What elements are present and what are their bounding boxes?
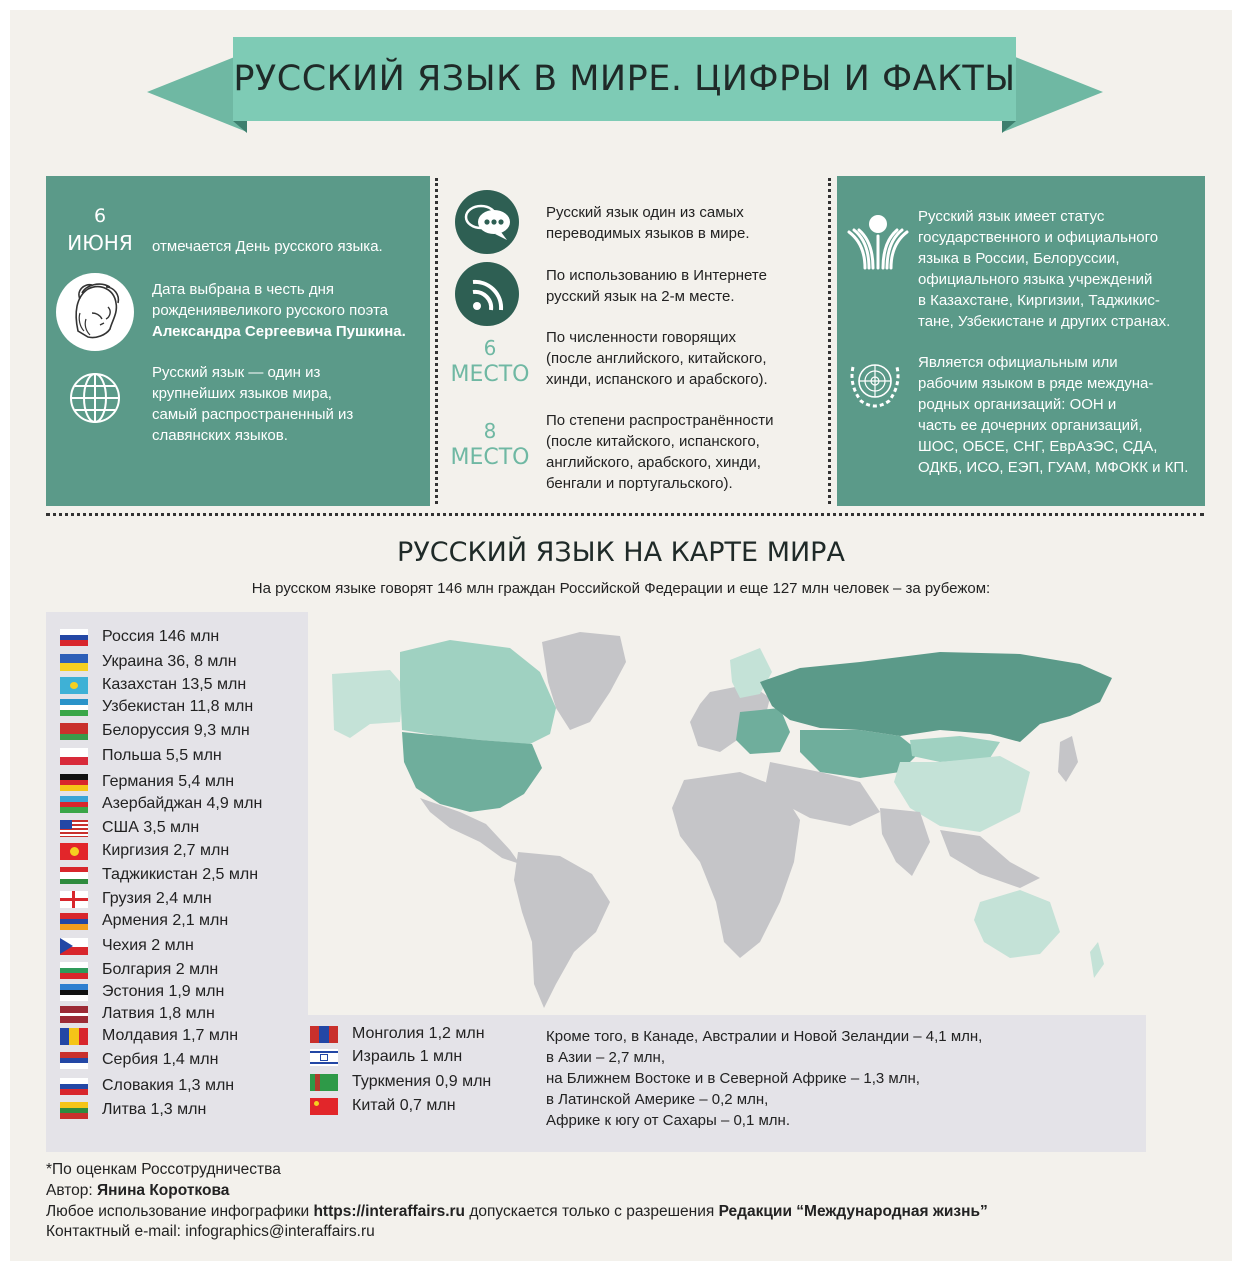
flag-poland-icon xyxy=(60,748,88,765)
dotted-divider-right xyxy=(828,178,831,504)
fact-line: славянских языков. xyxy=(152,427,288,444)
map-new-zealand xyxy=(1090,942,1104,978)
flag-bulgaria-icon xyxy=(60,962,88,979)
reason-line: рождениявеликого русского поэта xyxy=(152,302,388,319)
legend-item-israel xyxy=(310,1046,462,1068)
legend-value: 0,9 млн xyxy=(435,1073,492,1090)
legend-item-china xyxy=(310,1095,456,1117)
legend-country: Таджикистан xyxy=(102,866,198,883)
map-japan xyxy=(1058,736,1078,782)
cis-emblem-icon xyxy=(845,206,911,272)
flag-georgia-icon xyxy=(60,891,88,908)
flag-azerbaijan-icon xyxy=(60,796,88,813)
org-line: ШОС, ОБСЕ, СНГ, ЕврАзЭС, СДА, xyxy=(918,438,1158,455)
legend-value: 2,4 млн xyxy=(155,890,212,907)
flag-serbia-icon xyxy=(60,1052,88,1069)
fact-line: бенгали и португальского). xyxy=(546,475,733,492)
ribbon-right-tail xyxy=(1003,52,1103,132)
date-month: ИЮНЯ xyxy=(67,231,133,255)
extra-regions-text xyxy=(546,1026,982,1131)
legend-country: Украина xyxy=(102,653,163,670)
legend-value: 2 млн xyxy=(175,961,219,978)
legend-item-germany xyxy=(60,771,234,793)
legend-country: Германия xyxy=(102,773,174,790)
legend-country: Узбекистан xyxy=(102,698,186,715)
legend-item-moldova xyxy=(60,1025,238,1047)
legend-item-mongolia xyxy=(310,1023,485,1045)
pushkin-portrait-icon xyxy=(56,273,134,351)
legend-country: Молдавия xyxy=(102,1027,178,1044)
flag-israel-icon xyxy=(310,1049,338,1066)
flag-belarus-icon xyxy=(60,723,88,740)
map-europe-east xyxy=(736,708,790,754)
org-line: часть ее дочерних организаций, xyxy=(918,417,1143,434)
legend-value: 5,4 млн xyxy=(178,773,235,790)
flag-usa-icon xyxy=(60,820,88,837)
legend-value: 1,3 млн xyxy=(178,1077,235,1094)
legend-item-russia xyxy=(60,626,219,648)
ribbon-fold-right xyxy=(1002,121,1016,133)
region-line: в Латинской Америке – 0,2 млн, xyxy=(546,1091,769,1108)
region-line: в Азии – 2,7 млн, xyxy=(546,1049,665,1066)
flag-latvia-icon xyxy=(60,1006,88,1023)
legend-item-ukraine xyxy=(60,651,237,673)
legend-item-bulgaria xyxy=(60,959,218,981)
map-india xyxy=(880,808,930,876)
flag-czechia-icon xyxy=(60,938,88,955)
footer-author xyxy=(46,1182,229,1200)
org-line: Является официальным или xyxy=(918,354,1118,371)
author-label: Автор: xyxy=(46,1182,93,1199)
legend-item-armenia xyxy=(60,910,228,932)
legend-value: 11,8 млн xyxy=(189,698,254,715)
legend-country: Азербайджан xyxy=(102,795,203,812)
legend-country: Израиль xyxy=(352,1048,416,1065)
map-greenland xyxy=(542,632,626,730)
flag-armenia-icon xyxy=(60,913,88,930)
legend-value: 2,7 млн xyxy=(173,842,230,859)
legend-value: 2,1 млн xyxy=(172,912,229,929)
status-line: в Казахстане, Киргизии, Таджикис- xyxy=(918,292,1160,309)
legend-item-serbia xyxy=(60,1049,218,1071)
footer-usage xyxy=(46,1203,988,1221)
org-line: родных организаций: ООН и xyxy=(918,396,1117,413)
map-australia xyxy=(974,890,1060,958)
legend-country: Китай xyxy=(352,1097,396,1114)
fact-line: По степени распространённости xyxy=(546,412,774,429)
legend-item-estonia xyxy=(60,981,224,1003)
status-line: официального языка учреждений xyxy=(918,271,1153,288)
usage-text: допускается только с разрешения xyxy=(469,1203,715,1220)
status-line: Русский язык имеет статус xyxy=(918,208,1105,225)
legend-item-belarus xyxy=(60,720,250,742)
flag-kazakhstan-icon xyxy=(60,677,88,694)
flag-slovakia-icon xyxy=(60,1078,88,1095)
legend-country: Польша xyxy=(102,747,162,764)
legend-item-uzbekistan xyxy=(60,696,253,718)
legend-country: Латвия xyxy=(102,1005,155,1022)
legend-value: 1,9 млн xyxy=(168,983,225,1000)
map-alaska xyxy=(332,670,404,738)
ribbon-fold-left xyxy=(233,121,247,133)
place-eight xyxy=(447,419,533,470)
legend-country: Болгария xyxy=(102,961,172,978)
date-block xyxy=(60,205,140,255)
ribbon-left-tail xyxy=(147,52,247,132)
place-number: 6 xyxy=(483,336,497,360)
fact-line: По численности говорящих xyxy=(546,329,737,346)
region-line: на Ближнем Востоке и в Северной Африке – 1,3 млн, xyxy=(546,1070,920,1087)
legend-item-tajikistan xyxy=(60,864,258,886)
date-day: 6 xyxy=(93,205,107,227)
legend-country: Чехия xyxy=(102,937,147,954)
legend-value: 4,9 млн xyxy=(206,795,263,812)
footer-note: *По оценкам Россотрудничества xyxy=(46,1161,281,1178)
map-title: РУССКИЙ ЯЗЫК НА КАРТЕ МИРА xyxy=(397,537,845,568)
region-line: Африке к югу от Сахары – 0,1 млн. xyxy=(546,1112,790,1129)
legend-item-georgia xyxy=(60,888,212,910)
fact-line: хинди, испанского и арабского). xyxy=(546,371,768,388)
legend-value: 1,3 млн xyxy=(150,1101,207,1118)
org-line: рабочим языком в ряде междуна- xyxy=(918,375,1154,392)
fact-line: самый распространенный из xyxy=(152,406,354,423)
legend-value: 1,7 млн xyxy=(182,1027,239,1044)
legend-item-poland xyxy=(60,745,222,767)
flag-tajikistan-icon xyxy=(60,867,88,884)
legend-value: 1,2 млн xyxy=(428,1025,485,1042)
legend-country: Туркмения xyxy=(352,1073,431,1090)
legend-item-turkmenistan xyxy=(310,1071,491,1093)
map-southeast-asia xyxy=(940,830,1040,888)
legend-country: Сербия xyxy=(102,1051,159,1068)
legend-country: Киргизия xyxy=(102,842,169,859)
legend-value: 2,5 млн xyxy=(202,866,259,883)
editorial-name: Редакции “Международная жизнь” xyxy=(718,1203,988,1220)
legend-value: 2 млн xyxy=(151,937,194,954)
flag-estonia-icon xyxy=(60,984,88,1001)
legend-country: Словакия xyxy=(102,1077,174,1094)
spread-fact xyxy=(546,410,773,494)
status-line: тане, Узбекистане и других странах. xyxy=(918,313,1171,330)
map-africa xyxy=(672,772,800,958)
flag-uzbekistan-icon xyxy=(60,699,88,716)
legend-country: Россия xyxy=(102,628,155,645)
flag-moldova-icon xyxy=(60,1028,88,1045)
map-russia xyxy=(760,652,1112,742)
reason-text xyxy=(152,279,406,342)
legend-item-latvia xyxy=(60,1003,215,1025)
map-subtitle: На русском языке говорят 146 млн граждан Российской Федерации и еще 127 млн человек – за рубежом: xyxy=(251,580,991,597)
fact-line: русский язык на 2-м месте. xyxy=(546,288,735,305)
dotted-divider-horizontal xyxy=(46,513,1204,516)
legend-country: Монголия xyxy=(352,1025,425,1042)
legend-value: 1 млн xyxy=(419,1048,463,1065)
header-ribbon xyxy=(233,37,1016,121)
legend-item-usa xyxy=(60,817,199,839)
legend-value: 36, 8 млн xyxy=(167,653,237,670)
status-line: государственного и официального xyxy=(918,229,1159,246)
flag-ukraine-icon xyxy=(60,654,88,671)
legend-country: Эстония xyxy=(102,983,164,1000)
place-number: 8 xyxy=(483,419,497,443)
legend-value: 146 млн xyxy=(158,628,220,645)
pushkin-name: Александра Сергеевича Пушкина. xyxy=(152,323,406,340)
un-emblem-icon xyxy=(843,351,907,415)
translated-fact xyxy=(546,202,750,244)
globe-icon xyxy=(66,369,124,427)
legend-item-kazakhstan xyxy=(60,674,246,696)
flag-turkmenistan-icon xyxy=(310,1074,338,1091)
rss-signal-icon xyxy=(455,262,519,326)
fact-line: Русский язык — один из xyxy=(152,364,321,381)
legend-item-azerbaijan xyxy=(60,793,262,815)
legend-country: Армения xyxy=(102,912,168,929)
legend-value: 1,8 млн xyxy=(158,1005,215,1022)
legend-value: 3,5 млн xyxy=(143,819,200,836)
status-line: языка в России, Белоруссии, xyxy=(918,250,1120,267)
map-south-america xyxy=(514,852,610,1008)
region-line: Кроме того, в Канаде, Австралии и Новой Зеландии – 4,1 млн, xyxy=(546,1028,983,1045)
site-link[interactable]: https://interaffairs.ru xyxy=(313,1203,466,1220)
fact-line: (после английского, китайского, xyxy=(546,350,767,367)
flag-kyrgyzstan-icon xyxy=(60,843,88,860)
legend-value: 13,5 млн xyxy=(181,676,247,693)
fact-line: (после китайского, испанского, xyxy=(546,433,760,450)
legend-item-kyrgyzstan xyxy=(60,840,229,862)
fact-line: По использованию в Интернете xyxy=(546,267,767,284)
legend-country: Белоруссия xyxy=(102,722,190,739)
status-text xyxy=(918,206,1170,332)
legend-country: Литва xyxy=(102,1101,146,1118)
legend-country: США xyxy=(102,819,139,836)
legend-value: 5,5 млн xyxy=(165,747,222,764)
legend-country: Казахстан xyxy=(102,676,177,693)
fact-line: переводимых языков в мире. xyxy=(546,225,750,242)
organizations-text xyxy=(918,352,1188,478)
slavic-fact xyxy=(152,362,353,446)
place-six xyxy=(447,336,533,387)
reason-line: Дата выбрана в честь дня xyxy=(152,281,335,298)
flag-china-icon xyxy=(310,1098,338,1115)
world-map xyxy=(320,612,1146,1015)
legend-country: Грузия xyxy=(102,890,152,907)
internet-fact xyxy=(546,265,767,307)
flag-lithuania-icon xyxy=(60,1102,88,1119)
speakers-fact xyxy=(546,327,768,390)
flag-mongolia-icon xyxy=(310,1026,338,1043)
celebration-text: отмечается День русского языка. xyxy=(152,238,383,255)
flag-russia-icon xyxy=(60,629,88,646)
usage-text: Любое использование инфографики xyxy=(46,1203,310,1220)
fact-line: крупнейших языков мира, xyxy=(152,385,332,402)
dotted-divider-left xyxy=(435,178,438,504)
org-line: ОДКБ, ИСО, ЕЭП, ГУАМ, МФОКК и КП. xyxy=(918,459,1189,476)
place-label: МЕСТО xyxy=(450,362,530,387)
legend-item-lithuania xyxy=(60,1099,206,1121)
flag-germany-icon xyxy=(60,774,88,791)
page-title: РУССКИЙ ЯЗЫК В МИРЕ. ЦИФРЫ И ФАКТЫ xyxy=(233,59,1016,99)
fact-line: английского, арабского, хинди, xyxy=(546,454,761,471)
legend-value: 1,4 млн xyxy=(162,1051,219,1068)
legend-value: 0,7 млн xyxy=(399,1097,456,1114)
legend-value: 9,3 млн xyxy=(193,722,250,739)
map-canada xyxy=(400,640,556,744)
fact-line: Русский язык один из самых xyxy=(546,204,744,221)
author-name: Янина Короткова xyxy=(97,1182,230,1199)
footer-contact[interactable]: Контактный e-mail: infographics@interaffairs.ru xyxy=(46,1223,375,1240)
chat-bubbles-icon xyxy=(455,190,519,254)
place-label: МЕСТО xyxy=(450,445,530,470)
legend-item-slovakia xyxy=(60,1075,234,1097)
legend-item-czechia xyxy=(60,935,194,957)
